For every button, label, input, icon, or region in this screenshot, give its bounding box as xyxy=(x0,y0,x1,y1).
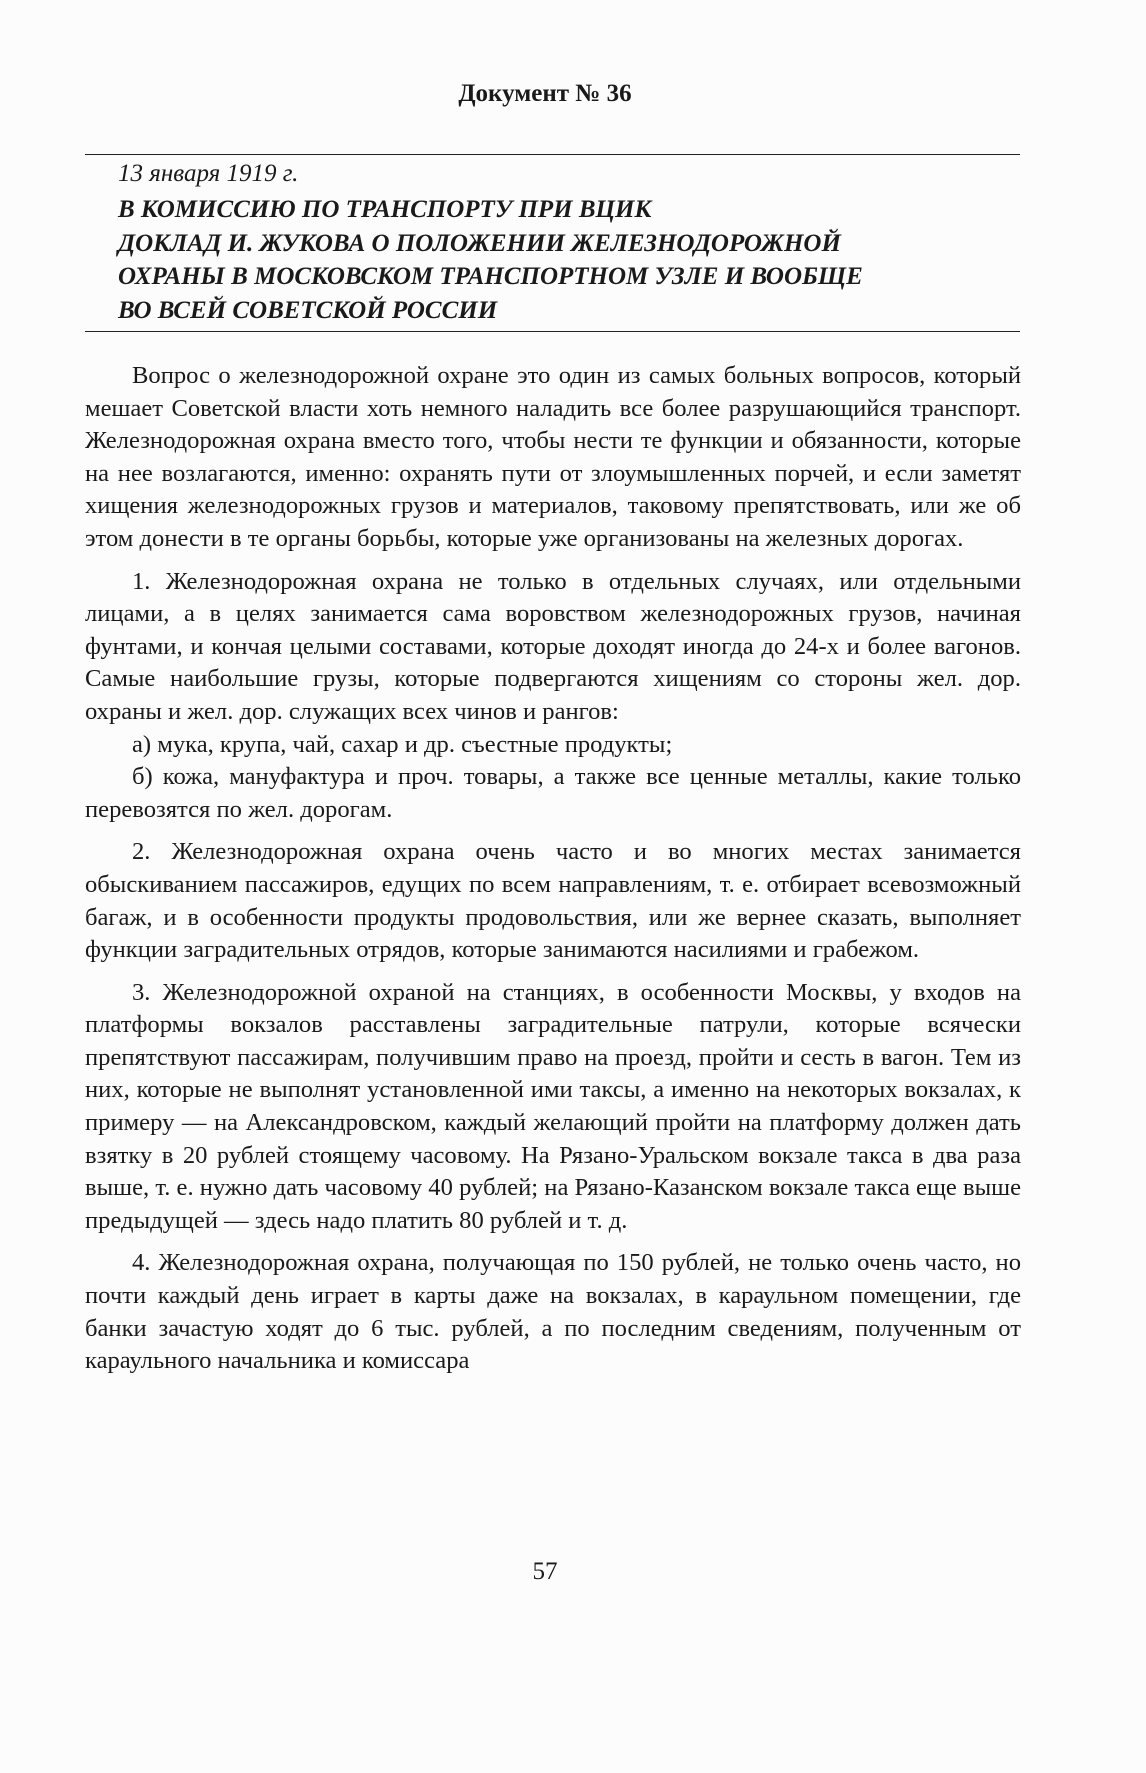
document-date: 13 января 1919 г. xyxy=(118,160,299,187)
title-line: ДОКЛАД И. ЖУКОВА О ПОЛОЖЕНИИ ЖЕЛЕЗНОДОРОЖНОЙ xyxy=(118,229,841,257)
document-body xyxy=(85,360,1021,1378)
point-4-paragraph: 4. Железнодорожная охрана, получающая по 150 рублей, не только очень часто, но почти каждый день играет в карты даже на вокзалах, в караульном помещении, где банки зачастую ходят до 6 тыс. рублей, а по последним сведениям, полученным от караульного начальника и комиссара xyxy=(85,1249,1021,1375)
list-item-a: а) мука, крупа, чай, сахар и др. съестные продукты; xyxy=(132,730,673,758)
title-line: ВО ВСЕЙ СОВЕТСКОЙ РОССИИ xyxy=(118,296,498,324)
bottom-divider xyxy=(85,331,1020,332)
title-line: В КОМИССИЮ ПО ТРАНСПОРТУ ПРИ ВЦИК xyxy=(118,196,652,223)
point-3-paragraph: 3. Железнодорожной охраной на станциях, в особенности Москвы, у входов на платформы вокзалов расставлены заградительные патрули, которые всячески препятствуют пассажирам, получившим право на проезд, пройти и сесть в вагон. Тем из них, которые не выполнят установленной ими таксы, а именно на некоторых вокзалах, к примеру — на Александровском, каждый желающий пройти на платформу должен дать взятку в 20 рублей стоящему часовому. На Рязано-Уральском вокзале такса в два раза выше, т. е. нужно дать часовому 40 рублей; на Рязано-Казанском вокзале такса еще выше предыдущей — здесь надо платить 80 рублей и т. д. xyxy=(85,978,1021,1234)
point-1-paragraph: 1. Железнодорожная охрана не только в отдельных случаях, или отдельными лицами, а в целях занимается сама воровством железнодорожных грузов, начиная фунтами, и кончая целыми составами, которые доходят иногда до 24-х и более вагонов. Самые наибольшие грузы, которые подвергаются хищениям со стороны жел. дор. охраны и жел. дор. служащих всех чинов и рангов: xyxy=(85,567,1021,725)
list-item-b: б) кожа, мануфактура и проч. товары, а также все ценные металлы, какие только перевозятся по жел. дорогам. xyxy=(85,763,1021,823)
document-title xyxy=(118,193,1018,327)
top-divider xyxy=(85,154,1020,155)
title-line: ОХРАНЫ В МОСКОВСКОМ ТРАНСПОРТНОМ УЗЛЕ И ВООБЩЕ xyxy=(118,263,863,290)
point-2-paragraph: 2. Железнодорожная охрана очень часто и во многих местах занимается обыскиванием пассажиров, едущих по всем направлениям, т. е. отбирает всевозможный багаж, и в особенности продукты продовольствия, или же вернее сказать, выполняет функции заградительных отрядов, которые занимаются насилиями и грабежом. xyxy=(85,838,1021,964)
intro-paragraph: Вопрос о железнодорожной охране это один из самых больных вопросов, который мешает Советской власти хоть немного наладить все более разрушающийся транспорт. Железнодорожная охрана вместо того, чтобы нести те функции и обязанности, которые на нее возлагаются, именно: охранять пути от злоумышленных порчей, и если заметят хищения железнодорожных грузов и материалов, таковому препятствовать, или же об этом донести в те органы борьбы, которые уже организованы на железных дорогах. xyxy=(85,362,1021,552)
page-number: 57 xyxy=(532,1558,558,1585)
document-number-heading: Документ № 36 xyxy=(458,80,632,107)
